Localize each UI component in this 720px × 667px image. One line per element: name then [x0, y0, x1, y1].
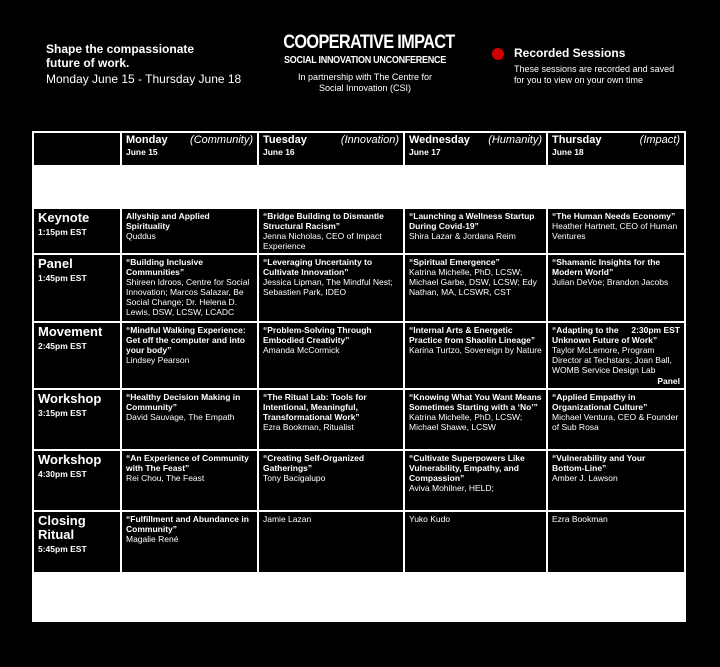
row-label: Movement 2:45pm EST [33, 322, 121, 389]
session-cell: “Creating Self-Organized Gatherings” Tony Bacigalupo [258, 450, 404, 511]
session-cell: 2:30pm EST “Adapting to the Unknown Future of Work” Taylor McLemore, Program Director at Techstars; Joan Ball, WOMB Service Design Lab Panel [547, 322, 685, 389]
session-row-workshop-2 [33, 450, 685, 511]
session-cell: “Applied Empathy in Organizational Culture” Michael Ventura, CEO & Founder of Sub Rosa [547, 389, 685, 450]
corner-cell [33, 132, 121, 166]
row-label: Closing Ritual 5:45pm EST [33, 511, 121, 573]
panel-tag: Panel [657, 376, 680, 386]
day-header-tuesday: (Innovation) Tuesday June 16 [258, 132, 404, 166]
session-cell: “The Ritual Lab: Tools for Intentional, Meaningful, Transformational Work” Ezra Bookman, Ritualist [258, 389, 404, 450]
recorded-title: Recorded Sessions [514, 46, 626, 60]
day-header-row [33, 132, 685, 166]
session-cell: “Building Inclusive Communities” Shireen Idroos, Centre for Social Innovation; Marcos Salazar, Be Social Change; Dr. Helena D. Lewis, DSW, LCSW, LCADC [121, 254, 258, 322]
session-cell: “An Experience of Community with The Feast” Rei Chou, The Feast [121, 450, 258, 511]
happy-hour-time: 6:15pm EST [33, 573, 121, 621]
session-cell: “Problem-Solving Through Embodied Creativity” Amanda McCormick [258, 322, 404, 389]
session-cell: “Knowing What You Want Means Sometimes Starting with a ‘No’” Katrina Michelle, PhD, LCSW; Michael Shawe, LCSW [404, 389, 547, 450]
session-cell: “Fulfillment and Abundance in Community” Magalie René [121, 511, 258, 573]
session-row-keynote [33, 208, 685, 254]
session-cell: “Bridge Building to Dismantle Structural Racism” Jenna Nicholas, CEO of Impact Experience [258, 208, 404, 254]
day-header-wednesday: (Humanity) Wednesday June 17 [404, 132, 547, 166]
session-row-movement [33, 322, 685, 389]
happy-hour-row [33, 573, 685, 621]
session-cell: Yuko Kudo [404, 511, 547, 573]
row-label: Workshop 3:15pm EST [33, 389, 121, 450]
recorded-note: These sessions are recorded and saved for you to view on your own time [514, 64, 675, 85]
header-center [270, 32, 460, 94]
recorded-legend [492, 46, 702, 86]
header-left [46, 42, 276, 86]
session-cell: “Cultivate Superpowers Like Vulnerability, Empathy, and Compassion” Aviva Mohilner, HELD; [404, 450, 547, 511]
session-row-panel [33, 254, 685, 322]
session-cell: “Internal Arts & Energetic Practice from Shaolin Lineage” Karina Turtzo, Sovereign by Nature [404, 322, 547, 389]
row-label: Keynote 1:15pm EST [33, 208, 121, 254]
event-title: COOPERATIVE IMPACT [283, 32, 455, 53]
networking-row [33, 166, 685, 208]
session-cell: “Healthy Decision Making in Community” David Sauvage, The Empath [121, 389, 258, 450]
session-cell: Allyship and Applied Spirituality Quddus [121, 208, 258, 254]
session-cell: “Launching a Wellness Startup During Covid-19” Shira Lazar & Jordana Reim [404, 208, 547, 254]
day-header-monday: (Community) Monday June 15 [121, 132, 258, 166]
session-cell: “Shamanic Insights for the Modern World” Julian DeVoe; Brandon Jacobs [547, 254, 685, 322]
day-header-thursday: (Impact) Thursday June 18 [547, 132, 685, 166]
session-row-closing-ritual [33, 511, 685, 573]
row-label: Workshop 4:30pm EST [33, 450, 121, 511]
networking-label: Networking [121, 166, 685, 208]
session-cell: “Mindful Walking Experience: Get off the computer and into your body” Lindsey Pearson [121, 322, 258, 389]
session-cell: Ezra Bookman [547, 511, 685, 573]
row-label: Panel 1:45pm EST [33, 254, 121, 322]
session-extra-time: 2:30pm EST [631, 325, 680, 335]
tagline: Shape the compassionate future of work. [46, 42, 195, 70]
networking-time: 12:00pm EST [33, 166, 121, 208]
event-subtitle: SOCIAL INNOVATION UNCONFERENCE [284, 55, 446, 66]
event-dates: Monday June 15 - Thursday June 18 [46, 72, 242, 86]
record-dot-icon [492, 48, 504, 60]
session-cell: “The Human Needs Economy” Heather Hartnett, CEO of Human Ventures [547, 208, 685, 254]
session-row-workshop-1 [33, 389, 685, 450]
happy-hour-label: Happy Hour [121, 573, 685, 621]
session-cell: “Leveraging Uncertainty to Cultivate Innovation” Jessica Lipman, The Mindful Nest; Sebastien Park, IDEO [258, 254, 404, 322]
session-cell: “Spiritual Emergence” Katrina Michelle, PhD, LCSW; Michael Garbe, DSW, LCSW; Edy Nathan, MA, LCSWR, CST [404, 254, 547, 322]
schedule-table [32, 131, 686, 622]
session-cell: Jamie Lazan [258, 511, 404, 573]
session-cell: “Vulnerability and Your Bottom-Line” Amber J. Lawson [547, 450, 685, 511]
partner-note: In partnership with The Centre for Social Innovation (CSI) [298, 72, 432, 93]
